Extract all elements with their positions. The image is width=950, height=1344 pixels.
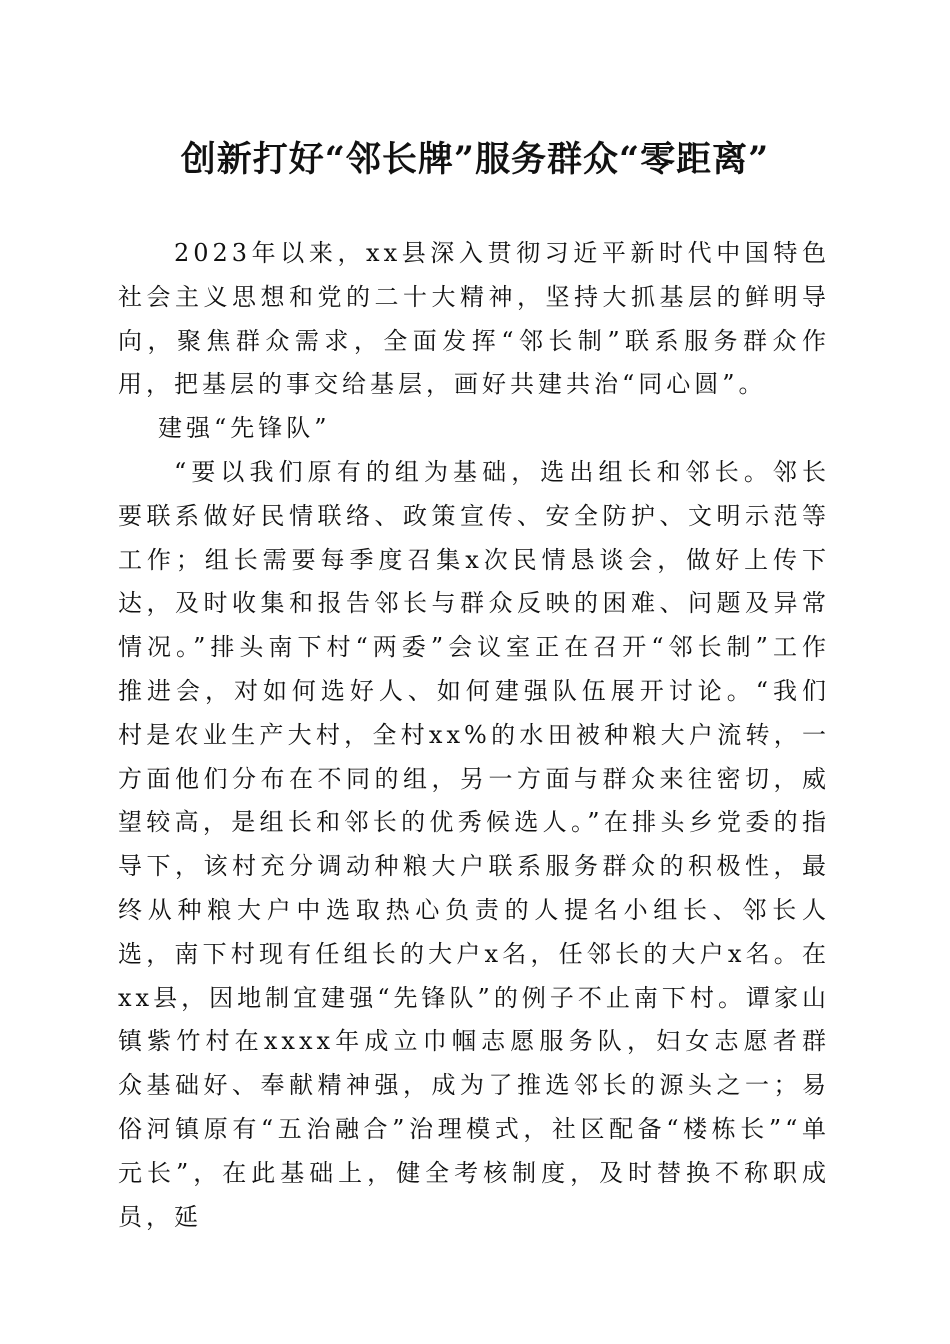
document-title: 创新打好“邻长牌”服务群众“零距离”	[180, 139, 770, 180]
section-heading: 建强“先锋队”	[158, 414, 331, 443]
section-paragraph: “要以我们原有的组为基础，选出组长和邻长。邻长要联系做好民情联络、政策宣传、安全防护、文明示范等工作；组长需要每季度召集x次民情恳谈会，做好上传下达，及时收集和报告邻长与群众反映的困难、问题及异常情况。”排头南下村“两委”会议室正在召开“邻长制”工作推进会，对如何选好人、如何建强队伍展开讨论。“我们村是农业生产大村，全村xx%的水田被种粮大户流转，一方面他们分布在不同的组，另一方面与群众来往密切，威望较高，是组长和邻长的优秀候选人。”在排头乡党委的指导下，该村充分调动种粮大户联系服务群众的积极性，最终从种粮大户中选取热心负责的人提名小组长、邻长人选，南下村现有任组长的大户x名，任邻长的大户x名。在xx县，因地制宜建强“先锋队”的例子不止南下村。谭家山镇紫竹村在xxxx年成立巾帼志愿服务队，妇女志愿者群众基础好、奉献精神强，成为了推选邻长的源头之一；易俗河镇原有“五治融合”治理模式，社区配备“楼栋长”“单元长”，在此基础上，健全考核制度，及时替换不称职成员，延	[118, 457, 830, 1231]
intro-paragraph: 2023年以来，xx县深入贯彻习近平新时代中国特色社会主义思想和党的二十大精神，坚持大抓基层的鲜明导向，聚焦群众需求，全面发挥“邻长制”联系服务群众作用，把基层的事交给基层，画好共建共治“同心圆”。	[118, 239, 830, 399]
document-body	[118, 232, 830, 1239]
